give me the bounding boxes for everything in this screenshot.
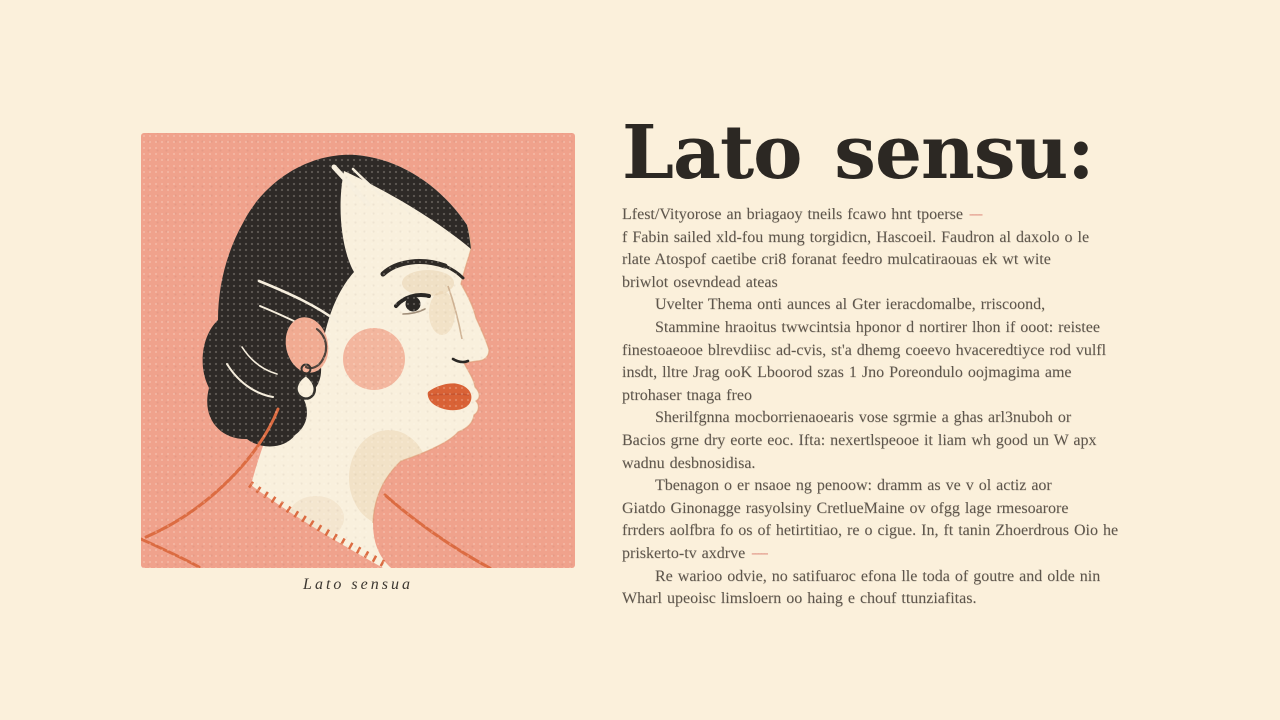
portrait-figure <box>141 133 575 568</box>
text-line-content: Lfest/Vityorose an briagaoy tneils fcawo hnt tpoerse <box>622 206 963 223</box>
text-line-content: Wharl upeoisc limsloern oo haing e chouf ttunziafitas. <box>622 590 977 608</box>
article-title: Lato sensu: <box>622 110 1094 196</box>
text-line <box>622 475 1162 498</box>
text-line <box>622 272 1162 295</box>
text-line <box>622 362 1162 385</box>
article-body <box>622 204 1162 611</box>
text-line-content: wadnu desbnosidisa. <box>622 454 756 472</box>
text-line-content: Re warioo odvie, no satifuaroc efona lle toda of goutre and olde nin <box>655 567 1101 585</box>
text-line <box>622 340 1162 363</box>
text-line <box>622 249 1162 272</box>
text-line-content: finestoaeooe blrevdiisc ad-cvis, st'a dhemg coeevo hvaceredtiyce rod vulfl <box>622 341 1107 359</box>
text-line-content: briwlot osevndead ateas <box>622 273 778 291</box>
text-line <box>622 453 1162 476</box>
text-line-content: Uvelter Thema onti aunces al Gter ieracdomalbe, rriscoond, <box>655 296 1046 314</box>
text-line-content: insdt, lltre Jrag ooK Lboorod szas 1 Jno Poreondulo oojmagima ame <box>622 364 1072 382</box>
text-line <box>622 294 1162 317</box>
pink-strike-mark: ---- <box>968 207 982 222</box>
text-line <box>622 385 1162 408</box>
figure-caption: Lato sensua <box>303 576 413 593</box>
text-line <box>622 430 1162 453</box>
text-line <box>622 317 1162 340</box>
pink-strike-mark: ----- <box>751 545 767 561</box>
text-line <box>622 588 1162 611</box>
text-line <box>622 566 1162 589</box>
text-line-content: Giatdo Ginonagge rasyolsiny CretlueMaine ov ofgg lage rmesoarore <box>622 499 1069 517</box>
article <box>622 110 1162 611</box>
lip-seam <box>429 394 469 395</box>
text-line <box>622 227 1162 250</box>
text-line-content: Stammine hraoitus twwcintsia hponor d nortirer lhon if ooot: reistee <box>655 318 1100 336</box>
text-line <box>622 520 1162 543</box>
text-line-content: Bacios grne dry eorte eoc. Ifta: nexertlspeooe it liam wh good un W apx <box>622 431 1097 449</box>
cheek-blush <box>343 328 405 390</box>
text-line-content: rlate Atospof caetibe cri8 foranat feedro mulcatiraouas ek wt wite <box>622 251 1051 269</box>
text-line-content: frrders aolfbra fo os of hetirtitiao, re o cigue. In, ft tanin Zhoerdrous Oio he <box>622 522 1119 540</box>
text-line-content: Sherilfgnna mocborrienaoearis vose sgrmie a ghas arl3nuboh or <box>655 409 1072 427</box>
text-line <box>622 543 1162 566</box>
text-line <box>622 498 1162 521</box>
text-line <box>622 204 1162 227</box>
text-line-content: f Fabin sailed xld-fou mung torgidicn, Hascoeil. Faudron al daxolo o le <box>622 228 1090 246</box>
brow-shadow <box>402 270 454 296</box>
text-line-content: priskerto-tv axdrve <box>622 544 746 562</box>
woman-profile-illustration <box>141 133 575 568</box>
text-line-content: ptrohaser tnaga freo <box>622 386 752 404</box>
text-line-content: Tbenagon o er nsaoe ng penoow: dramm as ve v ol actiz aor <box>655 477 1052 495</box>
text-line <box>622 407 1162 430</box>
